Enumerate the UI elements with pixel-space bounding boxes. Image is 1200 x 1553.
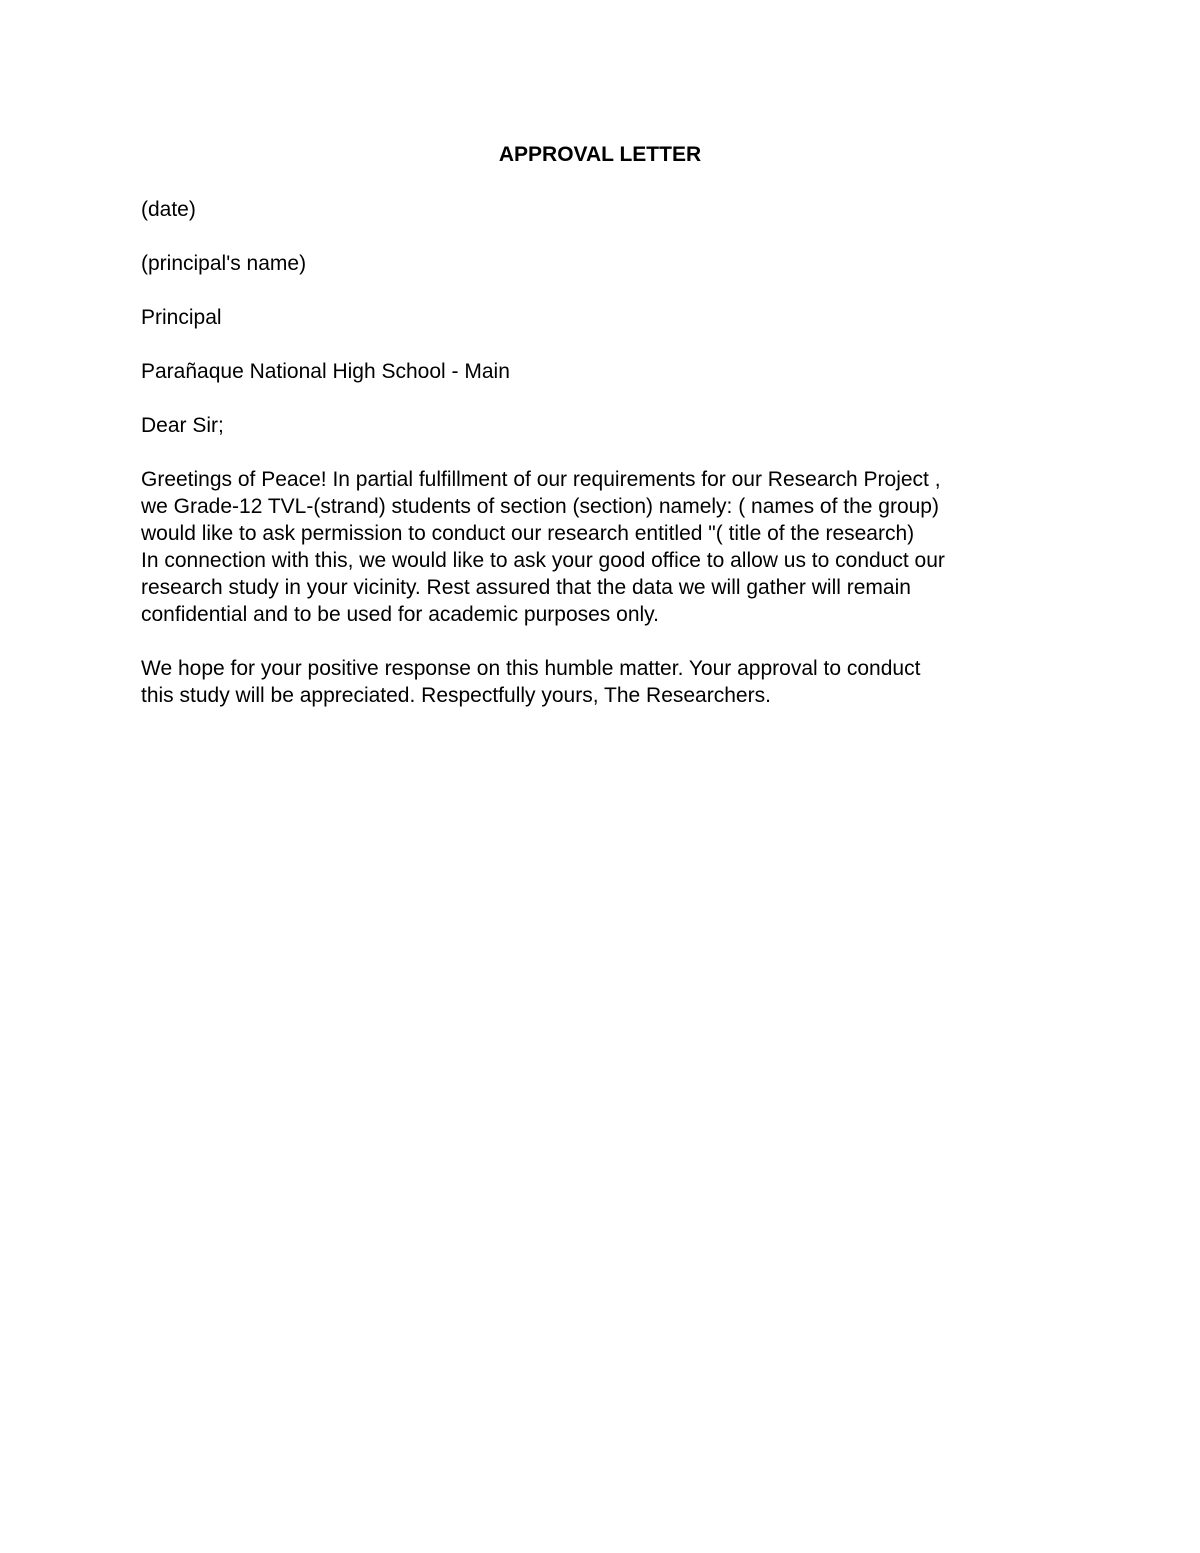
body-paragraph-1 (141, 466, 1061, 628)
body-line: In connection with this, we would like to ask your good office to allow us to conduct our (141, 549, 945, 572)
letter-date: (date) (141, 198, 196, 221)
recipient-name: (principal's name) (141, 252, 307, 275)
body-line: we Grade-12 TVL-(strand) students of section (section) namely: ( names of the group) (141, 495, 939, 518)
body-line: confidential and to be used for academic purposes only. (141, 603, 659, 626)
letter-content (141, 196, 1061, 736)
body-line: research study in your vicinity. Rest assured that the data we will gather will remain (141, 576, 911, 599)
body-line: would like to ask permission to conduct our research entitled "( title of the research) (141, 522, 915, 545)
body-paragraph-2 (141, 655, 1061, 709)
body-line: We hope for your positive response on this humble matter. Your approval to conduct (141, 657, 921, 680)
school-name: Parañaque National High School - Main (141, 360, 510, 383)
body-line: this study will be appreciated. Respectfully yours, The Researchers. (141, 684, 771, 707)
body-line: Greetings of Peace! In partial fulfillment of our requirements for our Research Project , (141, 468, 941, 491)
recipient-title: Principal (141, 306, 222, 329)
letter-title: APPROVAL LETTER (498, 143, 702, 166)
salutation: Dear Sir; (141, 414, 224, 437)
